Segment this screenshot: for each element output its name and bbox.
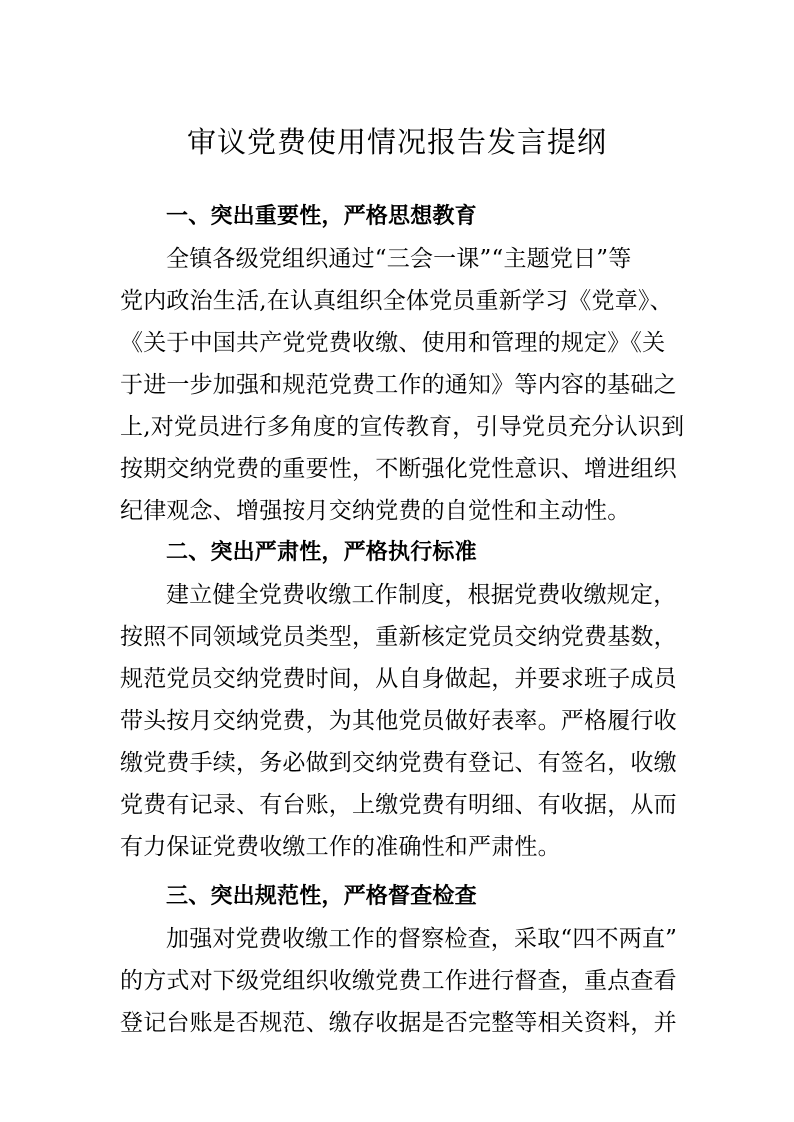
paragraph-line: 党内政治生活,在认真组织全体党员重新学习《党章》、 [120,288,673,314]
paragraph-line: 规范党员交纳党费时间，从自身做起，并要求班子成员 [120,666,677,692]
section-paragraph-1 [120,238,685,532]
section-heading-3: 三、突出规范性，严格督查检查 [166,884,477,909]
paragraph-line: 上,对党员进行多角度的宣传教育，引导党员充分认识到 [120,414,685,440]
paragraph-line: 登记台账是否规范、缴存收据是否完整等相关资料，并 [120,1010,677,1036]
paragraph-line: 全镇各级党组织通过“三会一课”“主题党日”等 [166,246,632,272]
paragraph-line: 纪律观念、增强按月交纳党费的自觉性和主动性。 [120,498,631,524]
paragraph-line: 缴党费手续，务必做到交纳党费有登记、有签名，收缴 [120,750,677,776]
paragraph-line: 建立健全党费收缴工作制度，根据党费收缴规定， [166,582,677,608]
section-heading-1: 一、突出重要性，严格思想教育 [166,204,477,229]
paragraph-line: 按期交纳党费的重要性，不断强化党性意识、增进组织 [120,456,677,482]
document-body [120,196,685,1044]
section-spacer [120,868,680,876]
section-heading-2: 二、突出严肃性，严格执行标准 [166,540,477,565]
paragraph-line: 有力保证党费收缴工作的准确性和严肃性。 [120,834,561,860]
paragraph-line: 加强对党费收缴工作的督察检查，采取“四不两直” [166,926,678,952]
paragraph-line: 党费有记录、有台账，上缴党费有明细、有收据，从而 [120,792,677,818]
paragraph-line: 按照不同领域党员类型，重新核定党员交纳党费基数， [120,624,677,650]
paragraph-line: 的方式对下级党组织收缴党费工作进行督查，重点查看 [120,968,677,994]
section-paragraph-2 [120,574,680,868]
paragraph-line: 带头按月交纳党费，为其他党员做好表率。严格履行收 [120,708,677,734]
paragraph-line: 《关于中国共产党党费收缴、使用和管理的规定》《关 [120,330,666,356]
page-title: 审议党费使用情况报告发言提纲 [186,125,607,160]
section-paragraph-3 [120,918,680,1044]
paragraph-line: 于进一步加强和规范党费工作的通知》等内容的基础之 [120,372,677,398]
